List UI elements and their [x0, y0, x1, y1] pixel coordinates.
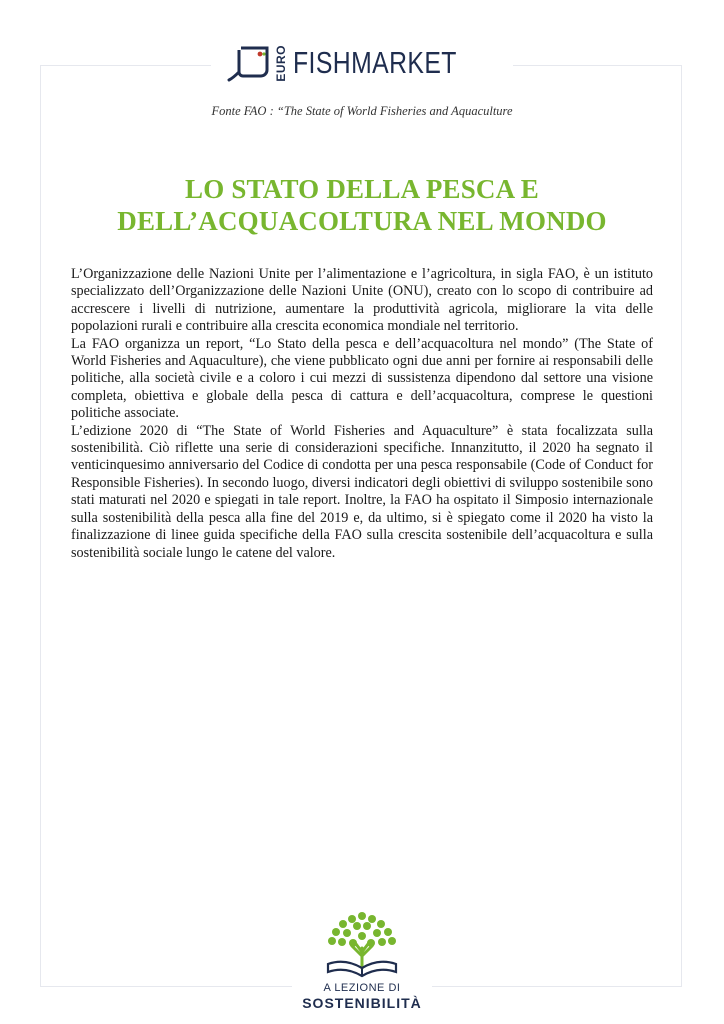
paragraph: L’Organizzazione delle Nazioni Unite per l’alimentazione e l’agricoltura, in sigla FAO, è un istituto specializzato dell’Organizzazione delle Nazioni Unite (ONU), creato con lo scopo di contribuire ad accrescere i livelli di nutrizione, aumentare la produttività agricola, migliorare la vita delle popolazioni rurali e contribuire alla crescita economica mondiale nel territorio.	[71, 266, 653, 335]
body-text	[71, 266, 653, 562]
fish-hook-icon	[227, 42, 271, 84]
paragraph: L’edizione 2020 di “The State of World Fisheries and Aquaculture” è stata focalizzata sulla sostenibilità. Ciò riflette una serie di considerazioni specifiche. Innanzitutto, il 2020 ha segnato il venticinquesimo anniversario del Codice di condotta per una pesca responsabile (Code of Conduct for Responsible Fisheries). In secondo luogo, diversi indicatori degli obiettivi di sviluppo sostenibile sono stati maturati nel 2020 e spiegati in tale report. Inoltre, la FAO ha ospitato il Simposio internazionale sulla sostenibilità della pesca alla fine del 2019 e, da ultimo, si è spiegato come il 2020 ha visto la finalizzazione di linee guida specifiche della FAO sulla crescita sostenibile dell’acquacoltura e sulla sostenibilità sociale lungo le catene del valore.	[71, 422, 653, 561]
source-line: Fonte FAO : “The State of World Fisheries and Aquaculture	[211, 104, 513, 118]
page-title: LO STATO DELLA PESCA E DELL’ACQUACOLTURA NEL MONDO	[117, 174, 607, 236]
paragraph: La FAO organizza un report, “Lo Stato della pesca e dell’acquacoltura nel mondo” (The State of World Fisheries and Aquaculture), che viene pubblicato ogni due anni per fornire ai responsabili delle politiche, alla società civile e a coloro i cui mezzi di sussistenza dipendono dal settore una visione completa, obiettiva e globale della pesca di cattura e dell’acquacoltura, comprese le questioni politiche associate.	[71, 335, 653, 422]
header-logo	[0, 36, 724, 90]
tree-book-icon	[314, 908, 410, 980]
logo-prefix: EURO	[273, 44, 288, 82]
footer-logo	[0, 908, 724, 1018]
footer-line1: A LEZIONE DI	[323, 982, 401, 994]
logo-name: FISHMARKET	[292, 45, 457, 80]
footer-line2: SOSTENIBILITÀ	[302, 995, 422, 1011]
